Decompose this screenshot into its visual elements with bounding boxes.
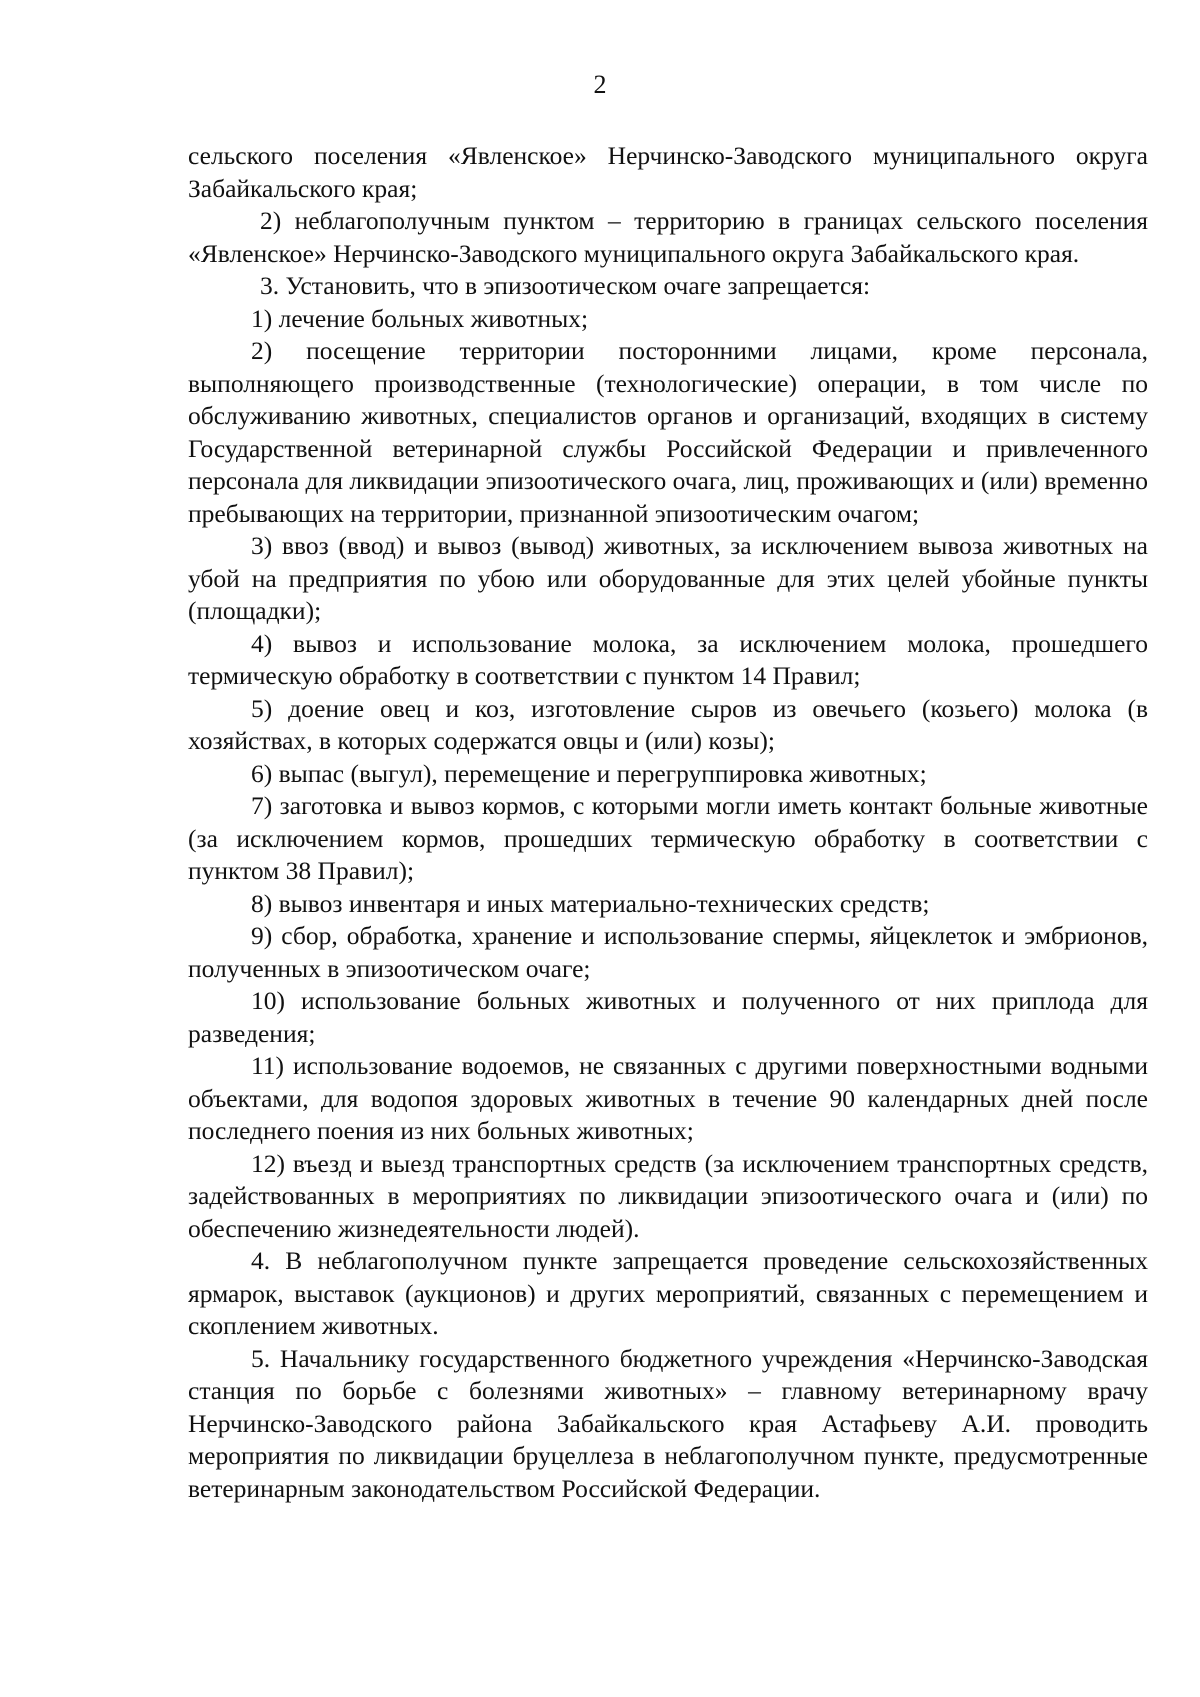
paragraph-continuation: сельского поселения «Явленское» Нерчинско-Заводского муниципального округа Забайкальского края; [188,141,1148,203]
paragraph-item-3: 3) ввоз (ввод) и вывоз (вывод) животных, за исключением вывоза животных на убой на предприятия по убою или оборудованные для этих целей убойные пункты (площадки); [188,531,1148,625]
paragraph-definition-2: 2) неблагополучным пунктом – территорию в границах сельского поселения «Явленское» Нерчинско-Заводского муниципального округа Забайкальского края. [188,206,1148,268]
paragraph-item-1: 1) лечение больных животных; [251,303,589,333]
paragraph-clause-5: 5. Начальнику государственного бюджетного учреждения «Нерчинско-Заводская станция по борьбе с болезнями животных» – главному ветеринарному врачу Нерчинско-Заводского района Забайкальского края Астафьеву А.И. проводить мероприятия по ликвидации бруцеллеза в неблагополучном пункте, предусмотренные ветеринарным законодательством Российской Федерации. [188,1343,1148,1503]
paragraph-item-10: 10) использование больных животных и полученного от них приплода для разведения; [188,986,1148,1048]
paragraph-item-11: 11) использование водоемов, не связанных с другими поверхностными водными объектами, для водопоя здоровых животных в течение 90 календарных дней после последнего поения из них больных животных; [188,1051,1148,1145]
paragraph-clause-3: 3. Установить, что в эпизоотическом очаге запрещается: [260,271,871,300]
document-body [188,140,1148,1505]
paragraph-clause-4: 4. В неблагополучном пункте запрещается проведение сельскохозяйственных ярмарок, выставок (аукционов) и других мероприятий, связанных с перемещением и скоплением животных. [188,1246,1148,1340]
paragraph-item-5: 5) доение овец и коз, изготовление сыров из овечьего (козьего) молока (в хозяйствах, в которых содержатся овцы и (или) козы); [188,693,1148,755]
paragraph-item-4: 4) вывоз и использование молока, за исключением молока, прошедшего термическую обработку в соответствии с пунктом 14 Правил; [188,628,1148,690]
paragraph-item-9: 9) сбор, обработка, хранение и использование спермы, яйцеклеток и эмбрионов, полученных в эпизоотическом очаге; [188,921,1148,983]
paragraph-item-8: 8) вывоз инвентаря и иных материально-технических средств; [251,888,930,918]
paragraph-item-7: 7) заготовка и вывоз кормов, с которыми могли иметь контакт больные животные (за исключением кормов, прошедших термическую обработку в соответствии с пунктом 38 Правил); [188,791,1148,885]
paragraph-item-6: 6) выпас (выгул), перемещение и перегруппировка животных; [251,758,927,788]
page-number: 2 [593,70,607,99]
paragraph-item-2: 2) посещение территории посторонними лицами, кроме персонала, выполняющего производственные (технологические) операции, в том числе по обслуживанию животных, специалистов органов и организаций, входящих в систему Государственной ветеринарной службы Российской Федерации и привлеченного персонала для ликвидации эпизоотического очага, лиц, проживающих и (или) временно пребывающих на территории, признанной эпизоотическим очагом; [188,336,1148,528]
paragraph-item-12: 12) въезд и выезд транспортных средств (за исключением транспортных средств, задействованных в мероприятиях по ликвидации эпизоотического очага и (или) по обеспечению жизнедеятельности людей). [188,1148,1148,1243]
